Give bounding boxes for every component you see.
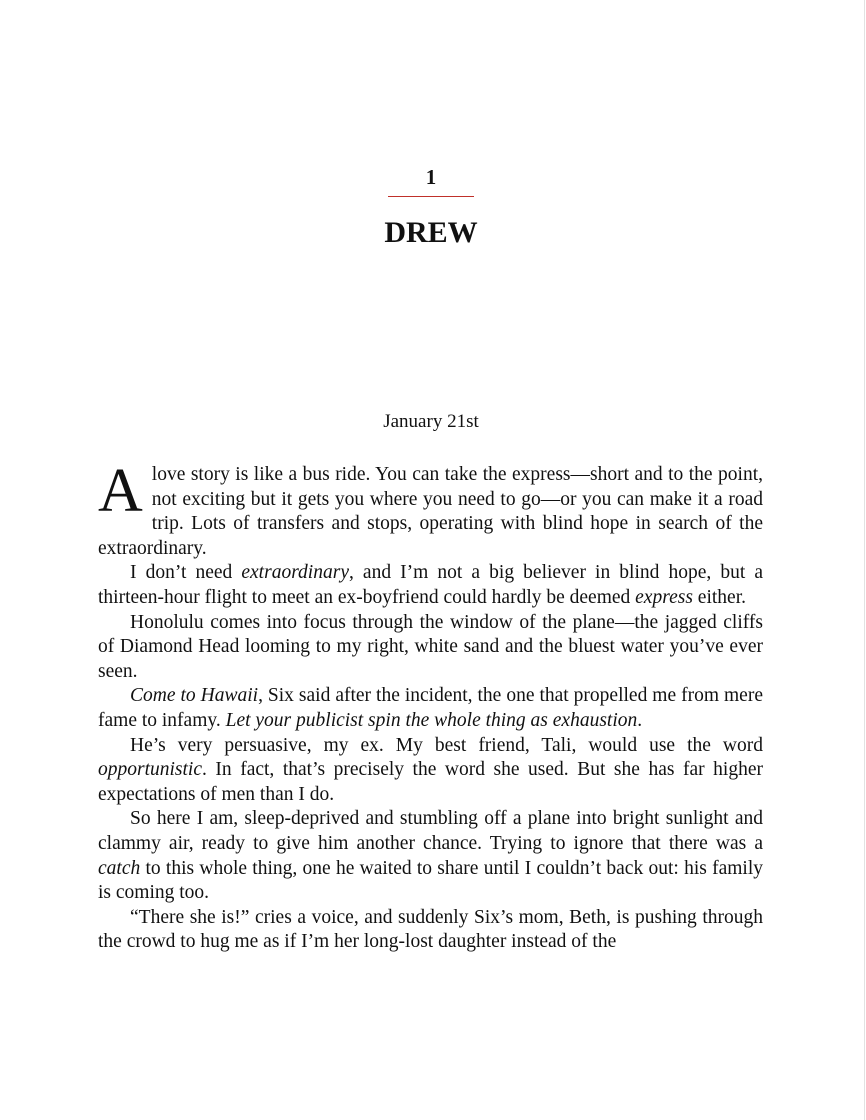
page-edge-divider bbox=[864, 0, 865, 1120]
text-run: either. bbox=[692, 586, 746, 608]
paragraph bbox=[98, 611, 763, 685]
drop-cap: A bbox=[98, 457, 143, 525]
italic-text: Let your publicist spin the whole thing as exhaustion bbox=[225, 709, 638, 731]
text-run: . bbox=[637, 709, 643, 731]
italic-text: extraordinary bbox=[241, 562, 349, 584]
paragraph bbox=[98, 457, 763, 561]
text-run: I don’t need bbox=[130, 562, 242, 584]
paragraph bbox=[98, 734, 763, 808]
italic-text: catch bbox=[98, 857, 141, 879]
text-run: He’s very persuasive, my ex. My best friend, Tali, would use the word bbox=[130, 734, 763, 756]
text-run: “There she is!” cries a voice, and suddenly Six’s mom, Beth, is pushing through the crowd to hug me as if I’m her long-lost daughter instead of the bbox=[98, 906, 763, 953]
chapter-rule bbox=[388, 196, 474, 197]
paragraph bbox=[98, 807, 763, 905]
chapter-date: January 21st bbox=[383, 411, 479, 432]
text-run: . In fact, that’s precisely the word she used. But she has far higher expectations of men than I do. bbox=[98, 759, 763, 805]
text-run: love story is like a bus ride. You can take the express—short and to the point, not exciting but it gets you where you need to go—or you can make it a road trip. Lots of transfers and stops, operating with blind hope in search of the extraordinary. bbox=[98, 464, 763, 559]
paragraph bbox=[98, 906, 763, 955]
paragraph bbox=[98, 684, 763, 733]
text-run: Honolulu comes into focus through the window of the plane—the jagged cliffs of Diamond Head looming to my right, white sand and the bluest water you’ve ever seen. bbox=[98, 611, 763, 682]
text-run: So here I am, sleep-deprived and stumbling off a plane into bright sunlight and clammy air, ready to give him another chance. Trying to ignore that there was a bbox=[98, 808, 763, 854]
italic-text: express bbox=[635, 586, 693, 608]
chapter-title: DREW bbox=[384, 216, 478, 249]
chapter-number: 1 bbox=[425, 165, 437, 189]
text-run: to this whole thing, one he waited to share until I couldn’t back out: his family is coming too. bbox=[98, 857, 763, 904]
italic-text: Come to Hawaii bbox=[130, 685, 259, 707]
italic-text: opportunistic bbox=[98, 759, 203, 781]
text-run: , and I’m not a big believer in blind hope, but a thirteen-hour flight to meet an ex-boyfriend could hardly be deemed bbox=[98, 562, 763, 608]
body-text bbox=[98, 457, 763, 955]
text-run: , Six said after the incident, the one that propelled me from mere fame to infamy. bbox=[98, 685, 763, 731]
paragraph bbox=[98, 561, 763, 610]
